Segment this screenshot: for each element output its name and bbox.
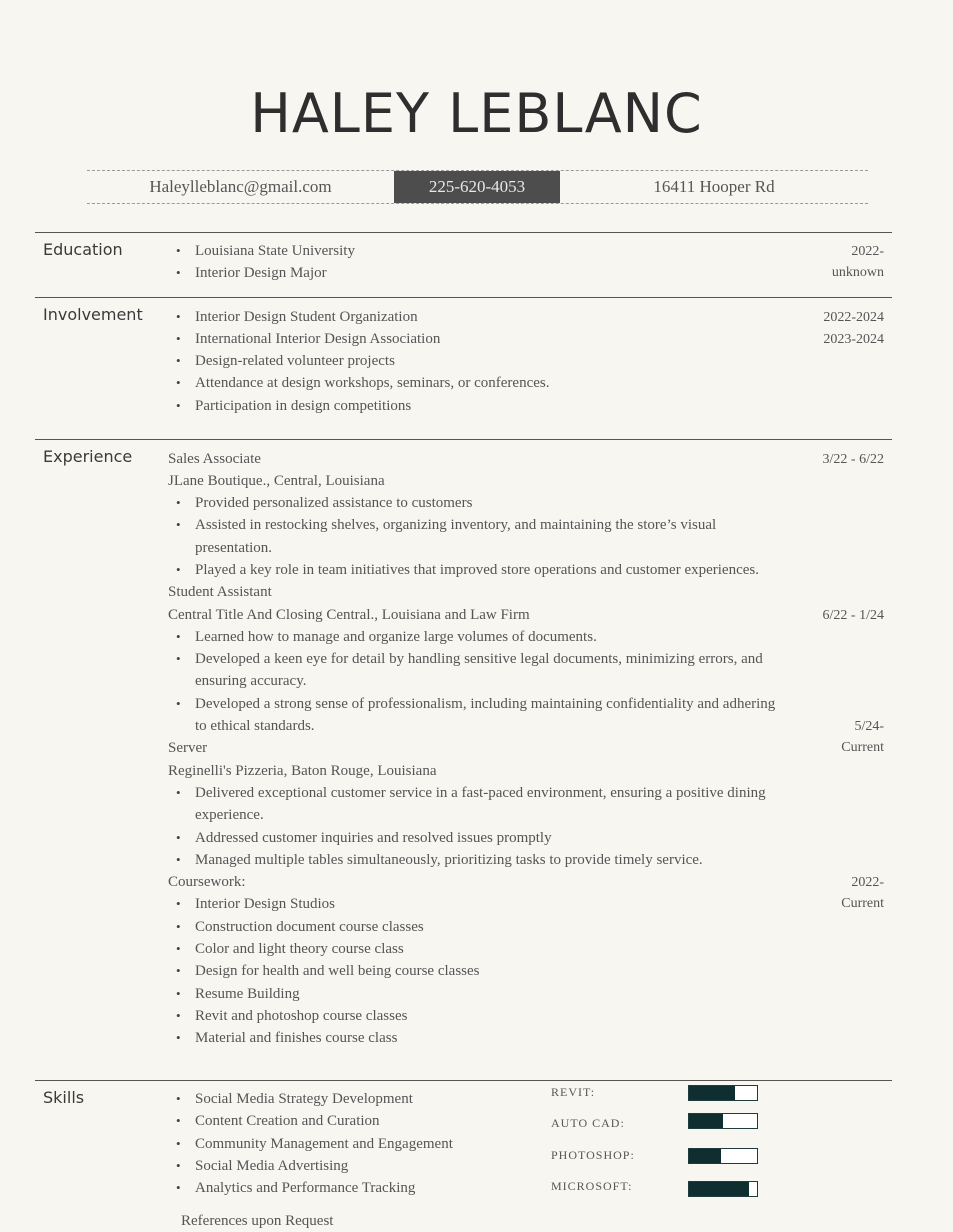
job-employer: JLane Boutique., Central, Louisiana xyxy=(168,473,385,489)
job-employer: Central Title And Closing Central., Louisiana and Law Firm xyxy=(168,607,530,623)
job-bullet-continued: presentation. xyxy=(195,540,273,556)
coursework-item: • Material and finishes course class xyxy=(195,1027,397,1049)
skill-item: • Content Creation and Curation xyxy=(195,1110,380,1132)
job-role: Student Assistant xyxy=(168,584,272,600)
software-label-autocad: AUTO CAD: xyxy=(551,1116,625,1130)
coursework-item: • Revit and photoshop course classes xyxy=(195,1005,407,1027)
section-divider-skills xyxy=(35,1080,892,1081)
job-date: Current xyxy=(841,740,884,755)
job-bullet-continued: to ethical standards. xyxy=(195,718,315,734)
job-date: 5/24- xyxy=(854,719,884,734)
job-bullet: • Learned how to manage and organize large volumes of documents. xyxy=(195,626,597,648)
resume-name: HALEY LEBLANC xyxy=(250,82,703,145)
job-bullet: • Managed multiple tables simultaneously, prioritizing tasks to provide timely service. xyxy=(195,849,703,871)
job-date: 3/22 - 6/22 xyxy=(822,452,884,467)
contact-phone[interactable]: 225-620-4053 xyxy=(394,171,560,203)
involvement-item: • International Interior Design Association xyxy=(195,328,440,350)
coursework-date: Current xyxy=(841,896,884,911)
section-title-skills: Skills xyxy=(43,1088,85,1107)
contact-email[interactable]: Haleylleblanc@gmail.com xyxy=(149,177,332,196)
involvement-item: • Design-related volunteer projects xyxy=(195,350,395,372)
job-bullet-continued: ensuring accuracy. xyxy=(195,673,307,689)
software-label-microsoft: MICROSOFT: xyxy=(551,1179,633,1193)
section-divider-experience xyxy=(35,439,892,440)
involvement-item: • Participation in design competitions xyxy=(195,395,411,417)
job-bullet: • Provided personalized assistance to customers xyxy=(195,492,472,514)
software-level-fill xyxy=(689,1086,735,1100)
skill-item: • Social Media Strategy Development xyxy=(195,1088,413,1110)
job-date: 6/22 - 1/24 xyxy=(822,608,884,623)
job-bullet: • Assisted in restocking shelves, organizing inventory, and maintaining the store’s visual xyxy=(195,514,716,536)
job-role: Sales Associate xyxy=(168,451,261,467)
involvement-date: 2023-2024 xyxy=(823,332,884,347)
job-bullet-continued: experience. xyxy=(195,807,264,823)
coursework-item: • Resume Building xyxy=(195,983,300,1005)
references-note: References upon Request xyxy=(181,1213,334,1229)
job-bullet: • Developed a strong sense of professionalism, including maintaining confidentiality and adhering xyxy=(195,693,775,715)
contact-address: 16411 Hooper Rd xyxy=(653,177,775,196)
skill-item: • Analytics and Performance Tracking xyxy=(195,1177,415,1199)
software-level-fill xyxy=(689,1149,721,1163)
education-item: • Louisiana State University xyxy=(195,240,355,262)
section-title-education: Education xyxy=(43,240,123,259)
education-item: • Interior Design Major xyxy=(195,262,327,284)
coursework-label: Coursework: xyxy=(168,874,246,890)
job-employer: Reginelli's Pizzeria, Baton Rouge, Louisiana xyxy=(168,763,437,779)
involvement-item: • Interior Design Student Organization xyxy=(195,306,418,328)
coursework-item: • Construction document course classes xyxy=(195,916,424,938)
coursework-item: • Interior Design Studios xyxy=(195,893,335,915)
software-level-fill xyxy=(689,1182,749,1196)
involvement-item: • Attendance at design workshops, seminars, or conferences. xyxy=(195,372,549,394)
job-bullet: • Developed a keen eye for detail by handling sensitive legal documents, minimizing errors, and xyxy=(195,648,763,670)
coursework-item: • Design for health and well being course classes xyxy=(195,960,480,982)
software-level-fill xyxy=(689,1114,723,1128)
job-bullet: • Addressed customer inquiries and resolved issues promptly xyxy=(195,827,552,849)
job-bullet: • Played a key role in team initiatives that improved store operations and customer experiences. xyxy=(195,559,759,581)
section-title-involvement: Involvement xyxy=(43,305,143,324)
involvement-date: 2022-2024 xyxy=(823,310,884,325)
education-date: unknown xyxy=(831,265,884,280)
skill-item: • Community Management and Engagement xyxy=(195,1133,453,1155)
job-bullet: • Delivered exceptional customer service in a fast-paced environment, ensuring a positive dining xyxy=(195,782,766,804)
software-level-bar-microsoft xyxy=(688,1181,758,1197)
coursework-item: • Color and light theory course class xyxy=(195,938,404,960)
section-divider-education xyxy=(35,232,892,233)
education-date: 2022- xyxy=(851,244,884,259)
contact-bar xyxy=(87,170,868,204)
coursework-date: 2022- xyxy=(851,875,884,890)
skill-item: • Social Media Advertising xyxy=(195,1155,348,1177)
job-role: Server xyxy=(168,740,208,756)
software-level-bar-photoshop xyxy=(688,1148,758,1164)
software-label-photoshop: PHOTOSHOP: xyxy=(551,1148,635,1162)
software-level-bar-revit xyxy=(688,1085,758,1101)
section-title-experience: Experience xyxy=(43,447,133,466)
section-divider-involvement xyxy=(35,297,892,298)
software-label-revit: REVIT: xyxy=(551,1085,596,1099)
software-level-bar-autocad xyxy=(688,1113,758,1129)
